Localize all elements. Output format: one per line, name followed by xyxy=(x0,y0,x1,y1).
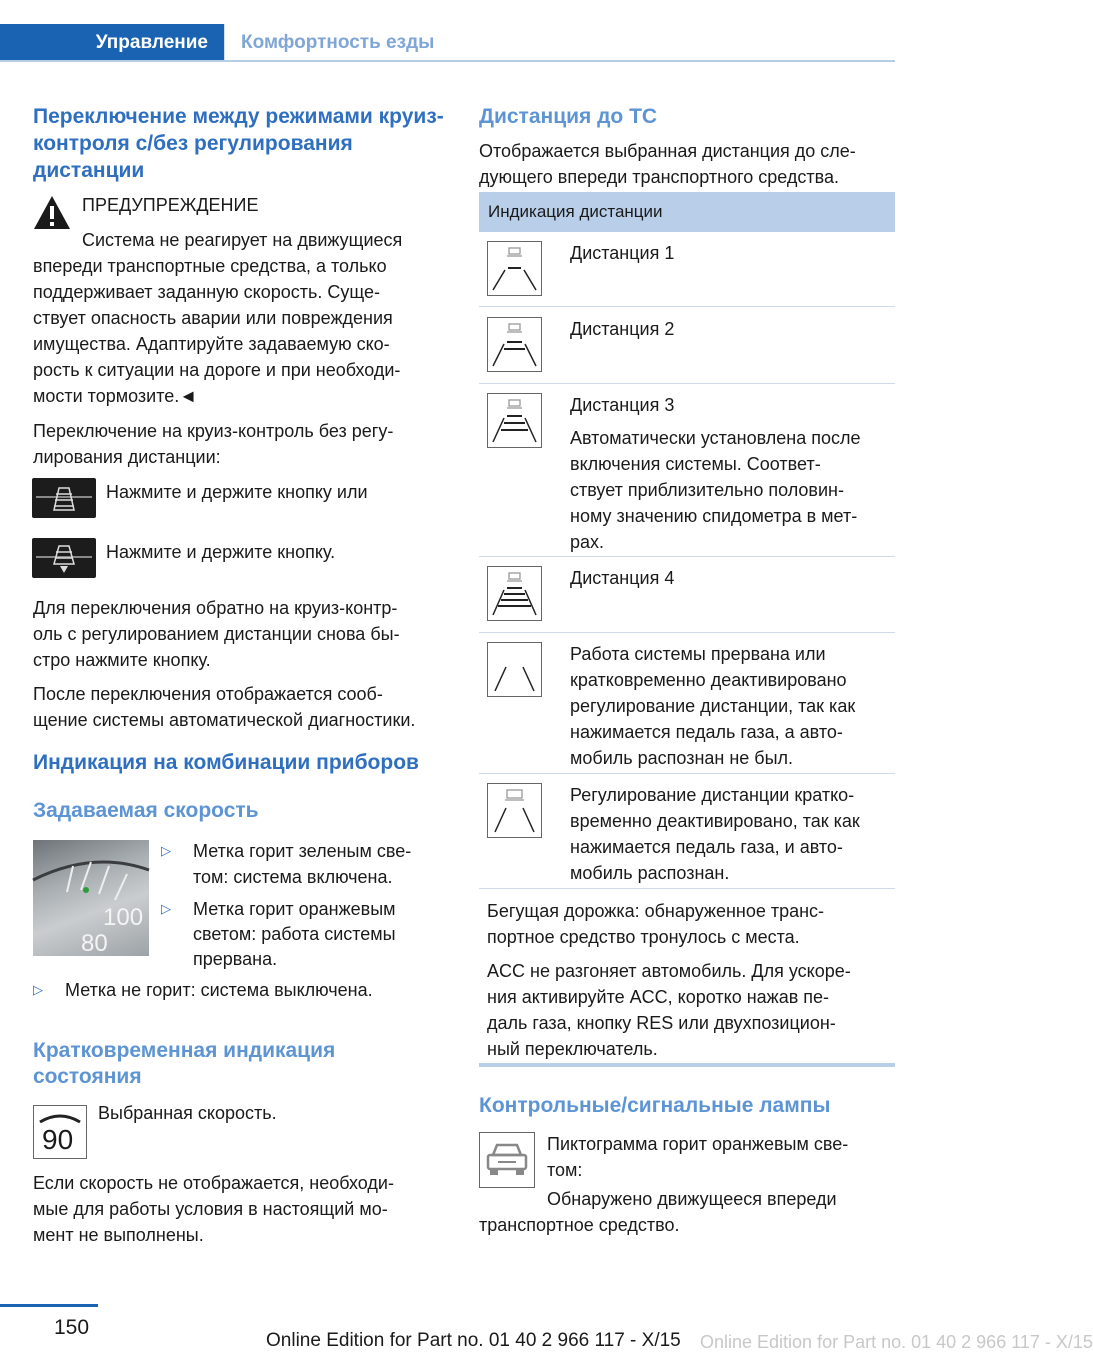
bullet2-line-1: светом: работа системы xyxy=(193,924,396,944)
cruise-button-alt-icon xyxy=(32,538,96,578)
row5-line-2: регулирование дистанции, так как xyxy=(570,696,856,716)
section-title-switch: Переключение между режимами круиз-контроля с/без регулирования дистанции xyxy=(33,105,444,182)
warning-line-0: Система не реагирует на движущиеся xyxy=(82,230,403,250)
gauge-label-100: 100 xyxy=(103,904,144,931)
footer-rule xyxy=(0,1304,98,1307)
switch-line-1: лирования дистанции: xyxy=(33,447,221,467)
page-number: 150 xyxy=(54,1316,90,1339)
press-hold-or-text: Нажмите и держите кнопку или xyxy=(106,482,368,502)
section-speed: Задаваемая скорость xyxy=(33,799,259,822)
note-line-0: Бегущая дорожка: обнаруженное транс- xyxy=(487,901,825,921)
warning-line-2: поддерживает заданную скорость. Суще- xyxy=(33,282,381,302)
acc-line-3: ный переключатель. xyxy=(487,1039,658,1059)
acc-line-2: даль газа, кнопку RES или двухпозицион- xyxy=(487,1013,836,1033)
back-line-2: стро нажмите кнопку. xyxy=(33,650,211,670)
edition-text: Online Edition for Part no. 01 40 2 966 117 - X/15 xyxy=(266,1330,681,1351)
row-divider xyxy=(479,556,895,557)
diag-line-1: щение системы автоматической диагностики. xyxy=(33,710,416,730)
lamp-detected-0: Обнаружено движущееся впереди xyxy=(547,1189,837,1209)
section-lamps: Контрольные/сигнальные лампы xyxy=(479,1094,831,1117)
row6-line-1: временно деактивировано, так как xyxy=(570,811,860,831)
not-shown-line-1: мые для работы условия в настоящий мо- xyxy=(33,1199,388,1219)
bullet1-line-0: Метка горит зеленым све- xyxy=(193,841,412,861)
section-instruments: Индикация на комбинации приборов xyxy=(33,751,419,774)
row2-line-0: Дистанция 2 xyxy=(570,319,675,339)
tab-upravlenie[interactable]: Управление xyxy=(0,24,224,62)
row3-line-5: рах. xyxy=(570,532,605,552)
row-divider xyxy=(479,888,895,889)
speedometer-image xyxy=(33,840,149,956)
table-header: Индикация дистанции xyxy=(479,192,895,232)
back-line-0: Для переключения обратно на круиз-контр- xyxy=(33,598,398,618)
lamp-detected-1: транспортное средство. xyxy=(479,1215,680,1235)
warning-title: ПРЕДУПРЕЖДЕНИЕ xyxy=(82,195,259,215)
bullet-marker-icon: ▷ xyxy=(161,843,171,858)
section-distance: Дистанция до ТС xyxy=(479,105,658,128)
warning-icon xyxy=(32,194,72,232)
row5-line-1: кратковременно деактивировано xyxy=(570,670,847,690)
acc-line-0: ACC не разгоняет автомобиль. Для ускоре- xyxy=(487,961,851,981)
gauge-label-80: 80 xyxy=(81,930,108,957)
cruise-button-icon xyxy=(32,478,96,518)
chosen-speed-text: Выбранная скорость. xyxy=(98,1103,277,1123)
table-bottom-rule xyxy=(479,1063,895,1067)
row-divider xyxy=(479,773,895,774)
row3-line-2: включения системы. Соответ- xyxy=(570,454,821,474)
warning-line-4: имущества. Адаптируйте задаваемую ско- xyxy=(33,334,390,354)
not-shown-line-2: мент не выполнены. xyxy=(33,1225,204,1245)
distance-off-icon xyxy=(487,642,542,697)
lamp-line-0: Пиктограмма горит оранжевым све- xyxy=(547,1134,849,1154)
distance-car-detected-icon xyxy=(487,783,542,838)
press-hold-text: Нажмите и держите кнопку. xyxy=(106,542,336,562)
speed-value: 90 xyxy=(42,1124,74,1155)
row3-line-4: ному значению спидометра в мет- xyxy=(570,506,858,526)
row1-line-0: Дистанция 1 xyxy=(570,243,675,263)
car-ahead-icon xyxy=(479,1132,535,1188)
row3-line-3: ствует приблизительно половин- xyxy=(570,480,844,500)
bullet2-line-0: Метка горит оранжевым xyxy=(193,899,396,919)
row-divider xyxy=(479,632,895,633)
switch-line-0: Переключение на круиз-контроль без регу- xyxy=(33,421,394,441)
intro-line-0: Отображается выбранная дистанция до сле- xyxy=(479,141,856,161)
section-brief-1: состояния xyxy=(33,1065,142,1088)
row5-line-3: нажимается педаль газа, а авто- xyxy=(570,722,843,742)
note-line-1: портное средство тронулось с места. xyxy=(487,927,800,947)
row-divider xyxy=(479,383,895,384)
diag-line-0: После переключения отображается сооб- xyxy=(33,684,383,704)
distance-2-icon xyxy=(487,317,542,372)
warning-line-1: впереди транспортные средства, а только xyxy=(33,256,387,276)
row3-line-0: Дистанция 3 xyxy=(570,395,675,415)
row5-line-0: Работа системы прервана или xyxy=(570,644,826,664)
bullet1-line-1: том: система включена. xyxy=(193,867,393,887)
row6-line-3: мобиль распознан. xyxy=(570,863,730,883)
distance-3-icon xyxy=(487,393,542,448)
tab-separator xyxy=(224,24,225,62)
back-line-1: оль с регулированием дистанции снова бы- xyxy=(33,624,400,644)
row6-line-2: нажимается педаль газа, и авто- xyxy=(570,837,843,857)
header-rule xyxy=(0,60,895,62)
speed-display-icon xyxy=(33,1105,87,1159)
not-shown-line-0: Если скорость не отображается, необходи- xyxy=(33,1173,394,1193)
lamp-line-1: том: xyxy=(547,1160,583,1180)
row4-line-0: Дистанция 4 xyxy=(570,568,675,588)
distance-1-icon xyxy=(487,241,542,296)
bullet-marker-icon: ▷ xyxy=(161,901,171,916)
warning-line-6: мости тормозите.◄ xyxy=(33,386,198,406)
row-divider xyxy=(479,306,895,307)
intro-line-1: дующего впереди транспортного средства. xyxy=(479,167,840,187)
row5-line-4: мобиль распознан не был. xyxy=(570,748,794,768)
row3-line-1: Автоматически установлена после xyxy=(570,428,861,448)
bullet3-text: Метка не горит: система выключена. xyxy=(65,980,373,1000)
tab-komfortnost[interactable]: Комфортность езды xyxy=(241,32,435,53)
acc-line-1: ния активируйте ACC, коротко нажав пе- xyxy=(487,987,830,1007)
watermark-text: Online Edition for Part no. 01 40 2 966 117 - X/15 xyxy=(700,1332,1093,1352)
bullet2-line-2: прервана. xyxy=(193,949,278,969)
distance-4-icon xyxy=(487,566,542,621)
bullet-marker-icon: ▷ xyxy=(33,982,43,997)
row6-line-0: Регулирование дистанции кратко- xyxy=(570,785,855,805)
section-brief-0: Кратковременная индикация xyxy=(33,1039,336,1062)
warning-line-5: рость к ситуации на дороге и при необходи- xyxy=(33,360,401,380)
warning-line-3: ствует опасность аварии или повреждения xyxy=(33,308,393,328)
